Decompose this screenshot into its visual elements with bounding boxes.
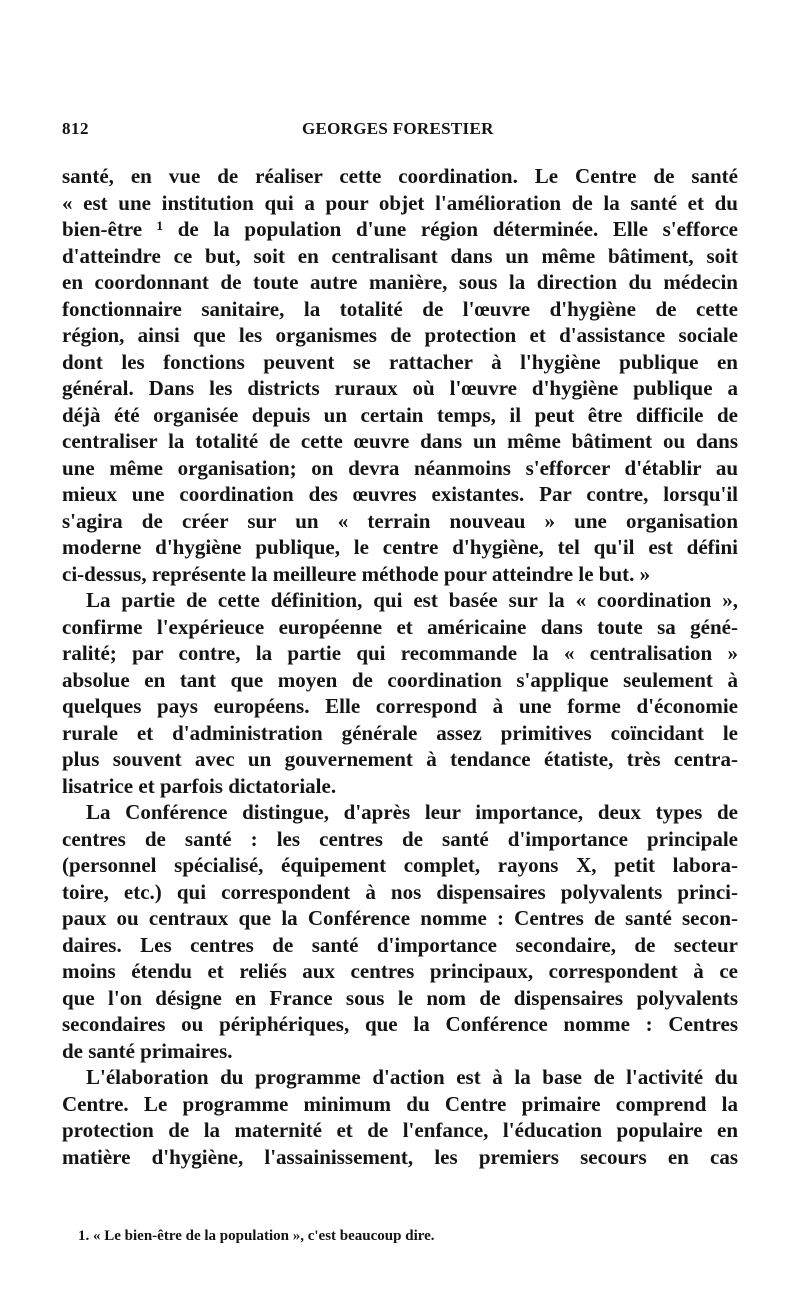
text-line: général. Dans les districts ruraux où l'œuvre d'hygiène publique a [62, 376, 738, 400]
text-line: absolue en tant que moyen de coordination s'applique seulement à [62, 667, 738, 692]
text-line: moderne d'hygiène publique, le centre d'hygiène, tel qu'il est défini [62, 535, 738, 559]
text-line: que l'on désigne en France sous le nom de dispensaires polyvalents [62, 985, 738, 1010]
text-line: région, ainsi que les organismes de protection et d'assistance sociale [62, 323, 738, 347]
page-number: 812 [62, 119, 89, 138]
text-line: plus souvent avec un gouvernement à tendance étatiste, très centra- [62, 747, 738, 771]
text-line: santé, en vue de réaliser cette coordination. Le Centre de santé [62, 164, 738, 188]
text-line: en coordonnant de toute autre manière, sous la direction du médecin [62, 270, 738, 294]
text-line: secondaires ou périphériques, que la Conférence nomme : Centres [62, 1012, 738, 1036]
text-line: matière d'hygiène, l'assainissement, les premiers secours en cas [62, 1144, 738, 1169]
footnote: 1. « Le bien-être de la population », c'est beaucoup dire. [78, 1228, 435, 1244]
text-line: fonctionnaire sanitaire, la totalité de l'œuvre d'hygiène de cette [62, 296, 738, 321]
text-line: s'agira de créer sur un « terrain nouveau » une organisation [62, 508, 738, 533]
text-line: daires. Les centres de santé d'importance secondaire, de secteur [62, 932, 738, 957]
text-line: L'élaboration du programme d'action est à la base de l'activité du [86, 1065, 738, 1089]
text-line: paux ou centraux que la Conférence nomme : Centres de santé secon- [62, 906, 738, 930]
text-line: déjà été organisée depuis un certain temps, il peut être difficile de [62, 402, 738, 427]
text-line: quelques pays européens. Elle correspond à une forme d'économie [62, 694, 738, 718]
text-line: toire, etc.) qui correspondent à nos dispensaires polyvalents princi- [62, 879, 738, 904]
text-line: (personnel spécialisé, équipement complet, rayons X, petit labora- [62, 853, 738, 877]
running-head: GEORGES FORESTIER [302, 119, 494, 138]
text-line: centraliser la totalité de cette œuvre dans un même bâtiment ou dans [62, 429, 738, 453]
text-line: mieux une coordination des œuvres existantes. Par contre, lorsqu'il [62, 482, 738, 506]
text-line: bien-être ¹ de la population d'une région déterminée. Elle s'efforce [62, 217, 738, 241]
text-line: rurale et d'administration générale assez primitives coïncidant le [62, 720, 738, 745]
text-line: protection de la maternité et de l'enfance, l'éducation populaire en [62, 1118, 738, 1142]
text-line: de santé primaires. [62, 1038, 233, 1063]
text-line: La Conférence distingue, d'après leur importance, deux types de [86, 800, 738, 824]
text-line: ci-dessus, représente la meilleure méthode pour atteindre le but. » [62, 561, 651, 586]
text-line: lisatrice et parfois dictatoriale. [62, 773, 337, 798]
text-line: « est une institution qui a pour objet l'amélioration de la santé et du [62, 190, 738, 215]
text-line: une même organisation; on devra néanmoins s'efforcer d'établir au [62, 455, 738, 480]
page-header [62, 119, 742, 145]
text-line: Centre. Le programme minimum du Centre primaire comprend la [62, 1091, 738, 1116]
text-line: ralité; par contre, la partie qui recommande la « centralisation » [62, 641, 738, 665]
text-line: centres de santé : les centres de santé d'importance principale [62, 826, 738, 851]
text-line: confirme l'expérieuce européenne et américaine dans toute sa géné- [62, 614, 738, 639]
text-line: La partie de cette définition, qui est basée sur la « coordination », [86, 588, 738, 612]
text-line: moins étendu et reliés aux centres principaux, correspondent à ce [62, 959, 738, 983]
text-line: d'atteindre ce but, soit en centralisant dans un même bâtiment, soit [62, 243, 738, 268]
body-text [62, 163, 738, 1170]
text-line: dont les fonctions peuvent se rattacher à l'hygiène publique en [62, 349, 738, 374]
